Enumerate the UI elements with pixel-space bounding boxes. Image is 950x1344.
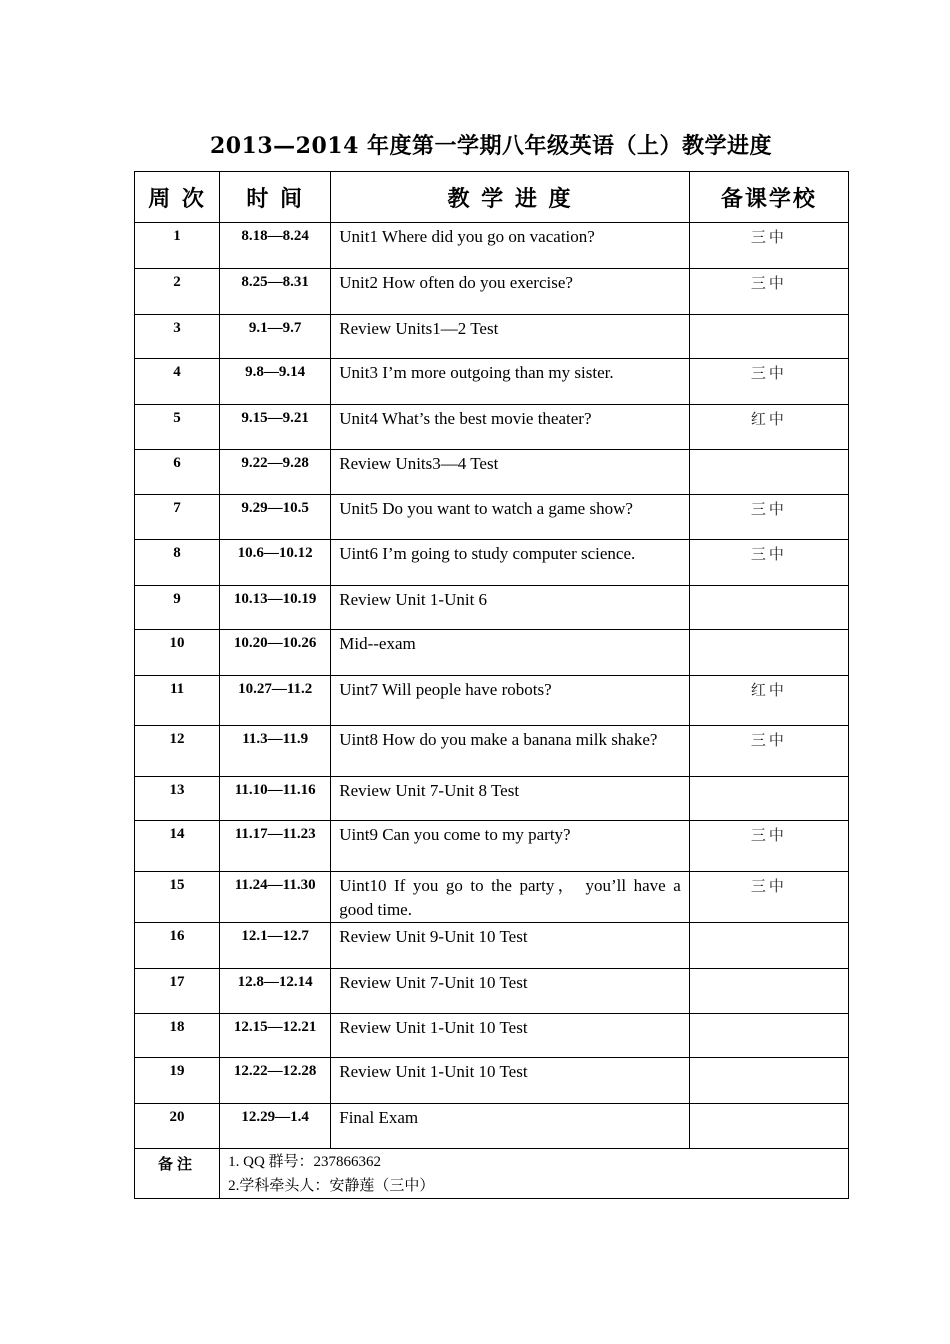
school-cell: 三中 [689, 821, 848, 872]
progress-cell: Uint6 I’m going to study computer science. [331, 540, 690, 586]
progress-cell: Unit3 I’m more outgoing than my sister. [331, 359, 690, 405]
time-cell: 11.3—11.9 [220, 726, 331, 777]
school-cell: 红中 [689, 676, 848, 726]
time-cell: 12.15—12.21 [220, 1014, 331, 1058]
header-week: 周 次 [135, 172, 220, 223]
table-row [135, 586, 849, 630]
progress-cell: Review Unit 9-Unit 10 Test [331, 923, 690, 969]
progress-cell: Unit2 How often do you exercise? [331, 269, 690, 315]
week-cell: 17 [135, 969, 220, 1014]
time-cell: 10.20—10.26 [220, 630, 331, 676]
table-row [135, 923, 849, 969]
school-cell: 三中 [689, 540, 848, 586]
week-cell: 5 [135, 405, 220, 450]
progress-cell: Uint10 If you go to the party， you’ll have a good time. [331, 872, 690, 923]
progress-cell: Uint8 How do you make a banana milk shake? [331, 726, 690, 777]
table-row [135, 630, 849, 676]
school-cell [689, 777, 848, 821]
progress-cell: Review Unit 7-Unit 8 Test [331, 777, 690, 821]
week-cell: 4 [135, 359, 220, 405]
header-school: 备课学校 [689, 172, 848, 223]
week-cell: 14 [135, 821, 220, 872]
week-cell: 9 [135, 586, 220, 630]
time-cell: 11.17—11.23 [220, 821, 331, 872]
table-row [135, 969, 849, 1014]
progress-cell: Review Units3—4 Test [331, 450, 690, 495]
table-row [135, 315, 849, 359]
table-row [135, 495, 849, 540]
notes-row [135, 1149, 849, 1199]
note-line: 1. QQ 群号：237866362 [228, 1154, 382, 1170]
notes-label: 备注 [135, 1149, 220, 1199]
school-cell [689, 923, 848, 969]
time-cell: 9.29—10.5 [220, 495, 331, 540]
table-row [135, 777, 849, 821]
table-row [135, 359, 849, 405]
week-cell: 18 [135, 1014, 220, 1058]
time-cell: 8.18—8.24 [220, 223, 331, 269]
school-cell: 三中 [689, 726, 848, 777]
school-cell [689, 315, 848, 359]
time-cell: 9.15—9.21 [220, 405, 331, 450]
progress-cell: Final Exam [331, 1104, 690, 1149]
time-cell: 8.25—8.31 [220, 269, 331, 315]
week-cell: 11 [135, 676, 220, 726]
school-cell [689, 586, 848, 630]
week-cell: 3 [135, 315, 220, 359]
time-cell: 10.27—11.2 [220, 676, 331, 726]
time-cell: 10.13—10.19 [220, 586, 331, 630]
week-cell: 1 [135, 223, 220, 269]
progress-cell: Review Unit 7-Unit 10 Test [331, 969, 690, 1014]
table-row [135, 726, 849, 777]
table-row [135, 1104, 849, 1149]
school-cell: 红中 [689, 405, 848, 450]
school-cell: 三中 [689, 269, 848, 315]
time-cell: 11.10—11.16 [220, 777, 331, 821]
progress-cell: Uint9 Can you come to my party? [331, 821, 690, 872]
time-cell: 9.8—9.14 [220, 359, 331, 405]
time-cell: 12.1—12.7 [220, 923, 331, 969]
table-row [135, 676, 849, 726]
progress-cell: Mid--exam [331, 630, 690, 676]
table-row [135, 223, 849, 269]
week-cell: 20 [135, 1104, 220, 1149]
week-cell: 12 [135, 726, 220, 777]
school-cell [689, 1058, 848, 1104]
week-cell: 6 [135, 450, 220, 495]
progress-cell: Review Unit 1-Unit 10 Test [331, 1014, 690, 1058]
time-cell: 9.22—9.28 [220, 450, 331, 495]
table-row [135, 872, 849, 923]
note-line: 2.学科牵头人：安静莲（三中） [228, 1178, 435, 1194]
school-cell [689, 630, 848, 676]
time-cell: 12.22—12.28 [220, 1058, 331, 1104]
progress-cell: Unit4 What’s the best movie theater? [331, 405, 690, 450]
school-cell [689, 1014, 848, 1058]
table-row [135, 450, 849, 495]
week-cell: 2 [135, 269, 220, 315]
school-cell [689, 1104, 848, 1149]
table-row [135, 540, 849, 586]
progress-cell: Unit1 Where did you go on vacation? [331, 223, 690, 269]
notes-cell [220, 1149, 849, 1199]
time-cell: 12.8—12.14 [220, 969, 331, 1014]
school-cell: 三中 [689, 495, 848, 540]
progress-cell: Review Units1—2 Test [331, 315, 690, 359]
progress-cell: Unit5 Do you want to watch a game show? [331, 495, 690, 540]
time-cell: 11.24—11.30 [220, 872, 331, 923]
school-cell: 三中 [689, 223, 848, 269]
week-cell: 10 [135, 630, 220, 676]
progress-cell: Review Unit 1-Unit 10 Test [331, 1058, 690, 1104]
progress-cell: Review Unit 1-Unit 6 [331, 586, 690, 630]
week-cell: 8 [135, 540, 220, 586]
header-progress: 教 学 进 度 [331, 172, 690, 223]
table-row [135, 1014, 849, 1058]
week-cell: 19 [135, 1058, 220, 1104]
school-cell: 三中 [689, 872, 848, 923]
week-cell: 13 [135, 777, 220, 821]
time-cell: 12.29—1.4 [220, 1104, 331, 1149]
progress-cell: Uint7 Will people have robots? [331, 676, 690, 726]
header-time: 时 间 [220, 172, 331, 223]
header-row [135, 172, 849, 223]
week-cell: 15 [135, 872, 220, 923]
schedule-table [134, 171, 849, 1199]
table-row [135, 821, 849, 872]
table-row [135, 1058, 849, 1104]
time-cell: 9.1—9.7 [220, 315, 331, 359]
page-title: 2013—2014 年度第一学期八年级英语（上）教学进度 [209, 133, 773, 159]
school-cell [689, 969, 848, 1014]
time-cell: 10.6—10.12 [220, 540, 331, 586]
schedule-body [135, 223, 849, 1149]
week-cell: 7 [135, 495, 220, 540]
school-cell [689, 450, 848, 495]
school-cell: 三中 [689, 359, 848, 405]
table-row [135, 269, 849, 315]
week-cell: 16 [135, 923, 220, 969]
table-row [135, 405, 849, 450]
